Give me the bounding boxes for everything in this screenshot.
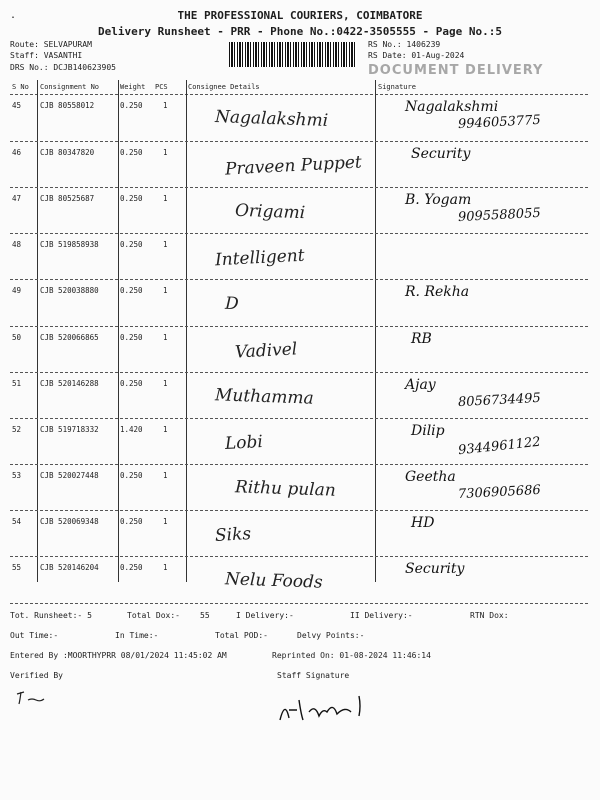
receiver-signature: Nagalakshmi [405,99,499,115]
total-pod: Total POD:- [215,631,268,640]
rs-date: RS Date: 01-Aug-2024 [368,51,465,60]
sno-cell: 47 [12,194,22,204]
sno-cell: 54 [12,516,22,526]
staff-label: Staff: VASANTHI [10,51,83,60]
sno-cell: 45 [12,101,22,110]
table-row [10,95,588,141]
weight-cell: 0.250 [120,470,143,480]
consignee-handwriting: Lobi [224,431,264,454]
consignment-cell: CJB 519858938 [40,240,99,250]
weight-cell: 0.250 [120,148,143,158]
reprinted-on: Reprinted On: 01-08-2024 11:46:14 [272,651,431,660]
route-label: Route: SELVAPURAM [10,40,92,49]
consignment-cell: CJB 520069348 [40,516,99,526]
weight-cell: 0.250 [120,101,143,110]
weight-cell: 0.250 [120,240,143,250]
receiver-signature: Ajay [405,376,436,393]
staff-signature-label: Staff Signature [277,671,350,680]
pcs-cell: 1 [163,194,168,204]
receiver-signature: Security [411,146,471,163]
total-dox-label: Total Dox:- [127,611,180,620]
consignment-cell: CJB 80525687 [40,194,95,204]
entered-by: Entered By :MOORTHYPRR 08/01/2024 11:45:02 AM [10,651,227,660]
pcs-cell: 1 [163,563,168,572]
sno-cell: 53 [12,470,22,480]
weight-cell: 0.250 [120,378,143,388]
in-time: In Time:- [115,631,159,640]
consignment-cell: CJB 520066865 [40,332,99,342]
col-sno: S No [12,83,29,91]
consignee-handwriting: Vadivel [234,338,298,363]
company-title: THE PROFESSIONAL COURIERS, COIMBATORE [177,9,423,22]
pcs-cell: 1 [163,470,168,480]
sno-cell: 46 [12,148,22,158]
receiver-signature: HD [411,514,435,531]
document-delivery-stamp: DOCUMENT DELIVERY [368,63,544,78]
ii-delivery: II Delivery:- [350,611,413,620]
table-row [10,418,588,465]
weight-cell: 1.420 [120,424,143,434]
col-consignment: Consignment No [40,83,100,91]
weight-cell: 0.250 [120,563,143,572]
drs-number: DRS No.: DCJB140623905 [10,63,116,72]
runsheet-subtitle: Delivery Runsheet - PRR - Phone No.:0422-3505555 - Page No.:5 [98,25,502,38]
table-row [10,372,588,419]
table-row [10,510,588,557]
rtn-dox: RTN Dox: [470,611,509,620]
table-row [10,187,588,234]
receiver-signature: RB [411,330,432,347]
pcs-cell: 1 [163,286,168,296]
table-row [10,326,588,373]
pcs-cell: 1 [163,424,168,434]
rs-number: RS No.: 1406239 [368,40,441,49]
receiver-signature: Security [405,561,465,577]
consignment-cell: CJB 80347820 [40,148,95,158]
delvy-points: Delvy Points:- [297,631,365,640]
weight-cell: 0.250 [120,286,143,296]
tot-runsheet: Tot. Runsheet:- 5 [10,611,92,620]
consignee-handwriting: Praveen Puppet [224,152,363,180]
table-row [10,464,588,511]
out-time: Out Time:- [10,631,59,640]
receiver-phone: 9946053775 [457,112,542,133]
col-pcs: PCS [155,83,168,91]
receiver-signature: Geetha [405,468,456,485]
table-row [10,141,588,188]
pcs-cell: 1 [163,516,168,526]
consignee-handwriting: D [224,294,239,315]
sno-cell: 51 [12,378,22,388]
consignment-cell: CJB 520146288 [40,378,99,388]
weight-cell: 0.250 [120,516,143,526]
pcs-cell: 1 [163,148,168,158]
sno-cell: 50 [12,332,22,342]
col-weight: Weight [120,83,146,91]
pcs-cell: 1 [163,101,168,110]
verified-by: Verified By [10,671,63,680]
consignment-cell: CJB 519718332 [40,424,99,434]
i-delivery: I Delivery:- [236,611,294,620]
sno-cell: 55 [12,563,22,572]
table-row [10,556,588,603]
bullet: . [10,10,17,21]
staff-signature-icon [275,690,385,730]
receiver-phone: 8056734495 [457,390,542,410]
col-signature: Signature [378,83,416,91]
consignment-cell: CJB 520146204 [40,563,99,572]
weight-cell: 0.250 [120,194,143,204]
consignee-handwriting: Nagalakshmi [214,107,329,131]
receiver-phone: 9344961122 [457,434,542,458]
sno-cell: 49 [12,286,22,296]
sno-cell: 52 [12,424,22,434]
sno-cell: 48 [12,240,22,250]
receiver-phone: 9095588055 [457,206,542,226]
receiver-signature: Dilip [411,422,445,439]
pcs-cell: 1 [163,378,168,388]
consignee-handwriting: Intelligent [214,245,306,271]
consignment-cell: CJB 520038880 [40,286,99,296]
consignment-cell: CJB 520027448 [40,470,99,480]
consignment-cell: CJB 80558012 [40,101,95,110]
barcode-image [229,42,357,67]
pcs-cell: 1 [163,240,168,250]
receiver-phone: 7306905686 [457,482,542,502]
consignee-handwriting: Nelu Foods [224,569,323,593]
receiver-signature: B. Yogam [405,192,472,209]
verifier-signature-icon [14,686,54,708]
weight-cell: 0.250 [120,332,143,342]
table-row [10,279,588,326]
table-row [10,233,588,280]
consignee-handwriting: Muthamma [214,384,314,409]
table-bottom-divider [10,603,588,604]
total-dox-value: 55 [200,611,210,620]
pcs-cell: 1 [163,332,168,342]
col-consignee: Consignee Details [188,83,260,91]
consignee-handwriting: Rithu pulan [234,477,337,501]
consignee-handwriting: Siks [214,523,252,546]
consignee-handwriting: Origami [234,200,306,224]
receiver-signature: R. Rekha [405,284,470,301]
